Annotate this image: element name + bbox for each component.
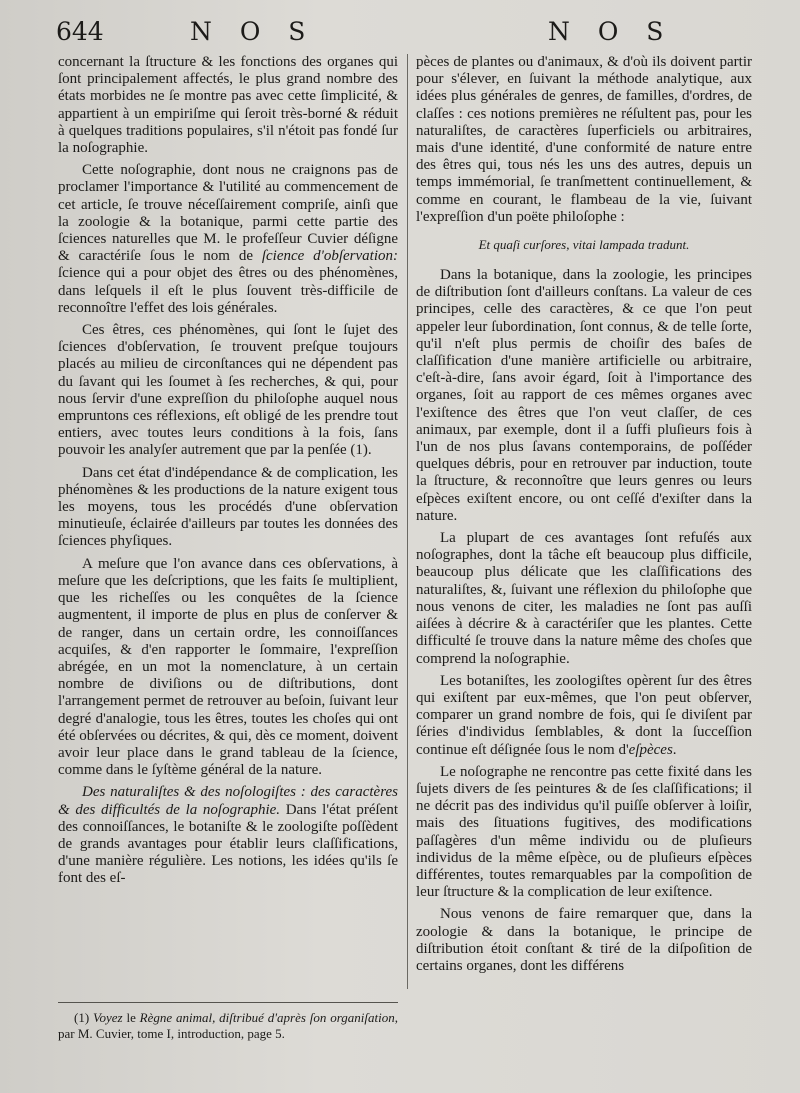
footnote-marker: (1) bbox=[74, 1010, 90, 1025]
paragraph: La plupart de ces avantages ſont refuſés aux noſographes, dont la tâche eſt beaucoup plus difficile, beaucoup plus délicate que les claſſifications des naturaliſtes, &, ſuivant une réflexion du philoſophe que nous venons de citer, les maladies ne ſont pas auſſi aiſées à décrire & à caractériſer que les plantes. Cette difficulté ſe trouve dans la nature même des choſes que comprend la noſographie. bbox=[416, 530, 752, 667]
italic-term: eſpèces bbox=[628, 741, 673, 758]
footnote-rule bbox=[58, 1002, 398, 1003]
footnote bbox=[58, 1010, 398, 1042]
paragraph-text: Dans l'état préſent des connoiſſances, le botaniſte & le zoologiſte poſſèdent de grands avantages pour établir leurs claſſifications, d'une manière régulière. Les notions, les idées qu'ils ſe font des eſ- bbox=[58, 801, 398, 887]
paragraph: Le noſographe ne rencontre pas cette fixité dans les ſujets divers de ſes peintures & de ſes claſſifications; il ne décrit pas des individus qu'il puiſſe obſerver à loiſir, mais des ſituations fugitives, des modifications paſſagères d'un même individu ou de pluſieurs individus de la même eſpèce, ou de pluſieurs eſpèces différentes, toutes remarquables par la compoſition de leur ſtructure & la complication de leur exiſtence. bbox=[416, 763, 752, 901]
italic-term: ſcience d'obſervation: bbox=[261, 248, 398, 265]
footnote-work-title: Règne animal, diſtribué d'après ſon organiſation bbox=[139, 1010, 395, 1025]
paragraph bbox=[58, 784, 398, 887]
header-title-left: N O S bbox=[190, 17, 316, 46]
paragraph-text: ſcience qui a pour objet des êtres ou des phénomènes, dans leſquels il eſt le plus ſouvent très-difficile de reconnoître l'effet des lois générales. bbox=[58, 265, 398, 316]
paragraph: Ces êtres, ces phénomènes, qui ſont le ſujet des ſciences d'obſervation, ſe trouvent preſque toujours placés au milieu de circonſtances qui ne dépendent pas du ſavant qui les ſoumet à ſes recherches, & qui, pour nous ſervir d'une expreſſion du philoſophe auquel nous empruntons ces réflexions, eſt obligé de les prendre tout entiers, avec toutes leurs conditions à la fois, ſans pouvoir les analyſer autrement que par la penſée (1). bbox=[58, 322, 398, 459]
paragraph: Nous venons de faire remarquer que, dans la zoologie & dans la botanique, le principe de diſtribution étoit conſtant & tiré de la diſpoſition de certains organes, dont les différens bbox=[416, 906, 752, 974]
paragraph: Dans la botanique, dans la zoologie, les principes de diſtribution ſont d'ailleurs conſtans. La valeur de ces principes, celle des caractères, & ce que l'on peut appeler leur ſubordination, ſont connus, & de telle ſorte, qu'il n'eſt plus permis de choiſir des baſes de claſſification d'une manière artificielle ou arbitraire, c'eſt-à-dire, ſans avoir égard, ſoit à l'importance des organes, ſoit au rapport de ces mêmes organes avec l'exiſtence des êtres que l'on veut claſſer, de ces animaux, par exemple, dont il a ſuffi pluſieurs fois à l'un de nos plus ſavans contemporains, de poſſéder quelques débris, pour en retrouver par induction, toute la ſtructure, & reconnoître que leurs genres ou leurs eſpèces exiſtent encore, ou ont ceſſé d'exiſter dans la nature. bbox=[416, 267, 752, 524]
section-heading: Des naturaliſtes & des noſologiſtes : des caractères & des difficultés de la noſographie. bbox=[58, 784, 398, 818]
paragraph-text: Cette noſographie, dont nous ne craignons pas de proclamer l'importance & l'utilité au commencement de cet article, ſe trouve néceſſairement compriſe, ainſi que la zoologie & la botanique, parmi cette partie des ſciences naturelles que M. le profeſſeur Cuvier déſigne & caractériſe ſous le nom de bbox=[58, 162, 398, 265]
verse-quote: Et quaſi curſores, vitai lampada tradunt. bbox=[478, 237, 690, 253]
paragraph bbox=[58, 162, 398, 317]
header-title-right: N O S bbox=[548, 17, 674, 46]
paragraph: concernant la ſtructure & les fonctions des organes qui ſont principalement affectés, le plus grand nombre des états morbides ne ſe montre pas avec cette ſimplicité, & appartient à un empiriſme qui ſeroit très-borné & réduit à quelques traditions populaires, s'il n'étoit pas fondé ſur la noſographie. bbox=[58, 54, 398, 157]
paragraph bbox=[416, 673, 752, 759]
left-column bbox=[58, 54, 398, 893]
right-column bbox=[416, 54, 752, 980]
paragraph: A meſure que l'on avance dans ces obſervations, à meſure que les deſcriptions, que les faits ſe multiplient, que les richeſſes ou les conquêtes de la ſcience augmentent, il importe de plus en plus de conſerver & de ranger, dans un certain ordre, les connoiſſances acquiſes, & d'en rapporter le ſommaire, l'expreſſion abrégée, en un mot la nomenclature, à un certain nombre de diviſions ou de diſtributions, dont l'arrangement permet de retrouver au beſoin, ſuivant leur degré d'analogie, tous les êtres, toutes les choſes qui ont été obſervées ou décrites, & qui, dès ce moment, doivent avoir leur place dans le grand tableau de la ſcience, comme dans le ſyſtème général de la nature. bbox=[58, 555, 398, 779]
paragraph: Dans cet état d'indépendance & de complication, les phénomènes & les productions de la nature exigent tous les moyens, tous les procédés d'une obſervation minutieuſe, éclairée d'ailleurs par toutes les données des ſciences phyſiques. bbox=[58, 464, 398, 550]
footnote-text: le bbox=[122, 1010, 140, 1025]
paragraph: pèces de plantes ou d'animaux, & d'où ils doivent partir pour s'élever, en ſuivant la méthode analytique, aux idées plus générales de genres, de familles, d'ordres, de claſſes : ces notions premières ne réſultent pas, pour les naturaliſtes, de caractères ſuperficiels ou arbitraires, mais d'une identité, d'une conformité de nature entre des êtres qui, tous nés les uns des autres, depuis un temps immémorial, ſe tranſmettent continuellement, & comme en courant, le flambeau de la vie, ſuivant l'expreſſion d'un poëte philoſophe : bbox=[416, 54, 752, 225]
running-header bbox=[0, 14, 800, 50]
column-divider bbox=[407, 54, 408, 989]
page-number: 644 bbox=[56, 17, 104, 46]
paragraph-text: . bbox=[672, 741, 677, 758]
footnote-text: , par M. Cuvier, tome I, introduction, page 5. bbox=[58, 1010, 398, 1041]
paragraph-text: Les botaniſtes, les zoologiſtes opèrent ſur des êtres qui exiſtent par eux-mêmes, que l'on peut obſerver, comparer un grand nombre de fois, qui ſe diviſent par ſéries d'individus ſemblables, & dont la ſucceſſion continue eſt déſignée ſous le nom d' bbox=[416, 672, 752, 758]
footnote-italic: Voyez bbox=[93, 1010, 123, 1025]
